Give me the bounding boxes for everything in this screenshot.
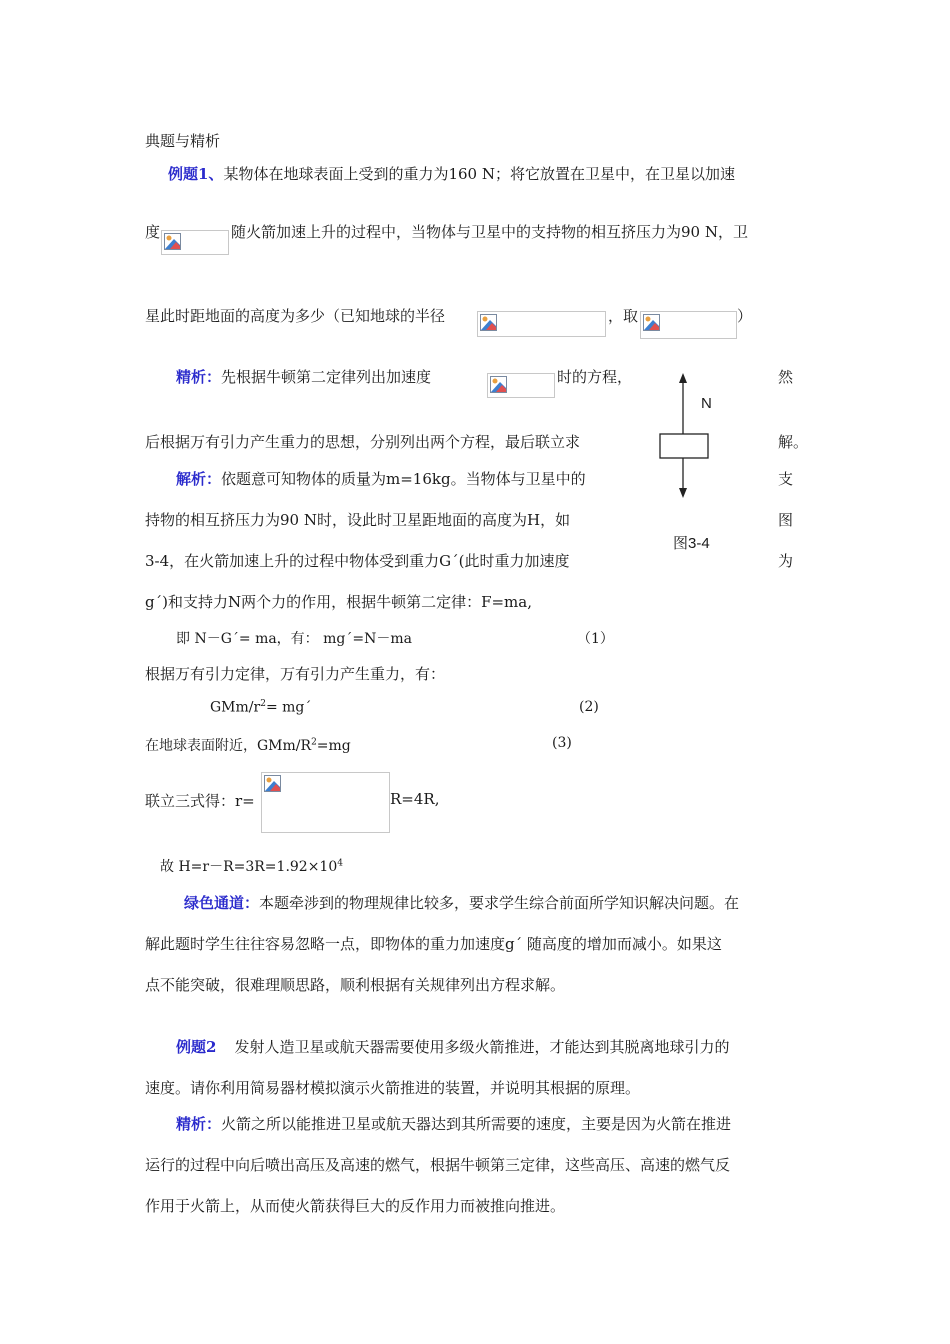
analysis-label: 精析： [176, 368, 222, 386]
green-line2: 解此题时学生往往容易忽略一点，即物体的重力加速度g´ 随高度的增加而减小。如果这 [145, 935, 722, 953]
equation-3-pre: 在地球表面附近，GMm/R [145, 738, 312, 754]
example1-line2a: 度 [145, 223, 161, 241]
force-diagram [655, 370, 715, 500]
final-result-text: 故 H=r－R=3R=1.92×10 [160, 859, 338, 875]
section-heading: 典题与精析 [145, 132, 221, 150]
example1-label: 例题1、 [168, 165, 224, 183]
example2-line2: 速度。请你利用简易器材模拟演示火箭推进的装置，并说明其根据的原理。 [145, 1079, 641, 1097]
example2-line1 [176, 1036, 729, 1057]
green-line3: 点不能突破，很难理顺思路，顺利根据有关规律列出方程求解。 [145, 976, 566, 994]
example2-analysis-line1 [176, 1113, 731, 1134]
green-label: 绿色通道： [184, 894, 260, 912]
broken-image-icon [643, 314, 660, 331]
solution-label: 解析： [176, 470, 222, 488]
combine-text: 联立三式得：r= [145, 792, 255, 810]
figure-caption: 图3-4 [673, 535, 710, 552]
analysis-line2a: 后根据万有引力产生重力的思想，分别列出两个方程，最后联立求 [145, 433, 581, 451]
solution-line3b: 为 [778, 552, 794, 570]
solution-line5: 根据万有引力定律，万有引力产生重力，有： [145, 665, 446, 683]
final-result [160, 856, 343, 876]
example1-text: 某物体在地球表面上受到的重力为160 N；将它放置在卫星中，在卫星以加速 [223, 165, 735, 183]
formula-image [261, 772, 390, 833]
solution-line1b: 支 [778, 470, 794, 488]
equation-2-number: (2) [579, 699, 599, 715]
example1-line3c: ） [737, 307, 753, 325]
example1-line3b: ，取 [608, 307, 639, 325]
equation-3-sup: 2 [311, 737, 317, 748]
solution-line3a: 3-4，在火箭加速上升的过程中物体受到重力G´(此时重力加速度 [145, 552, 570, 570]
solution-line1 [176, 468, 586, 489]
equation-3-number: (3) [552, 735, 572, 751]
formula-image [640, 311, 737, 339]
example1-line3a: 星此时距地面的高度为多少（已知地球的半径 [145, 307, 446, 325]
force-label-n: N [701, 395, 712, 412]
broken-image-icon [490, 376, 507, 393]
arrow-down-icon [679, 488, 687, 498]
broken-image-icon [164, 233, 181, 250]
green-text: 本题牵涉到的物理规律比较多，要求学生综合前面所学知识解决问题。在 [259, 894, 740, 912]
equation-2-post: = mg´ [265, 699, 312, 716]
arrow-up-icon [679, 373, 687, 383]
formula-image [477, 311, 606, 337]
example2-analysis-label: 精析： [176, 1115, 222, 1133]
equation-1-number: （1） [577, 631, 614, 647]
solution-line2b: 图 [778, 511, 794, 529]
solution-line2a: 持物的相互挤压力为90 N时，设此时卫星距地面的高度为H，如 [145, 511, 571, 529]
analysis-line1b: 时的方程， [557, 368, 633, 386]
equation-1: 即 N－G´= ma，有： mg´=N－ma [176, 631, 412, 647]
example2-text: 发射人造卫星或航天器需要使用多级火箭推进，才能达到其脱离地球引力的 [234, 1038, 730, 1056]
combine-result: R=4R, [390, 790, 440, 808]
equation-2 [210, 699, 311, 716]
example2-label: 例题2 [176, 1038, 217, 1056]
example2-analysis-line2: 运行的过程中向后喷出高压及高速的燃气，根据牛顿第三定律，这些高压、高速的燃气反 [145, 1156, 731, 1174]
broken-image-icon [264, 775, 281, 792]
final-result-sup: 4 [337, 858, 343, 869]
equation-3 [145, 735, 351, 755]
broken-image-icon [480, 314, 497, 331]
analysis-line2b: 解。 [778, 433, 809, 451]
formula-image [487, 373, 555, 398]
analysis-line1c: 然 [778, 368, 794, 386]
solution-text: 依题意可知物体的质量为m=16kg。当物体与卫星中的 [221, 470, 586, 488]
analysis-text: 先根据牛顿第二定律列出加速度 [221, 368, 432, 386]
example1-line1 [168, 163, 735, 184]
example1-line2b: 随火箭加速上升的过程中，当物体与卫星中的支持物的相互挤压力为90 N，卫 [231, 223, 748, 241]
example2-analysis-text: 火箭之所以能推进卫星或航天器达到其所需要的速度，主要是因为火箭在推进 [221, 1115, 732, 1133]
green-line1 [184, 892, 739, 913]
equation-2-pre: GMm/r [210, 699, 261, 716]
solution-line4: g´)和支持力N两个力的作用，根据牛顿第二定律：F=ma, [145, 593, 532, 611]
equation-3-post: =mg [316, 738, 351, 754]
formula-image [161, 230, 229, 255]
example2-analysis-line3: 作用于火箭上，从而使火箭获得巨大的反作用力而被推向推进。 [145, 1197, 566, 1215]
equation-2-sup: 2 [260, 699, 266, 709]
object-box [660, 434, 708, 458]
analysis-line1 [176, 366, 431, 387]
